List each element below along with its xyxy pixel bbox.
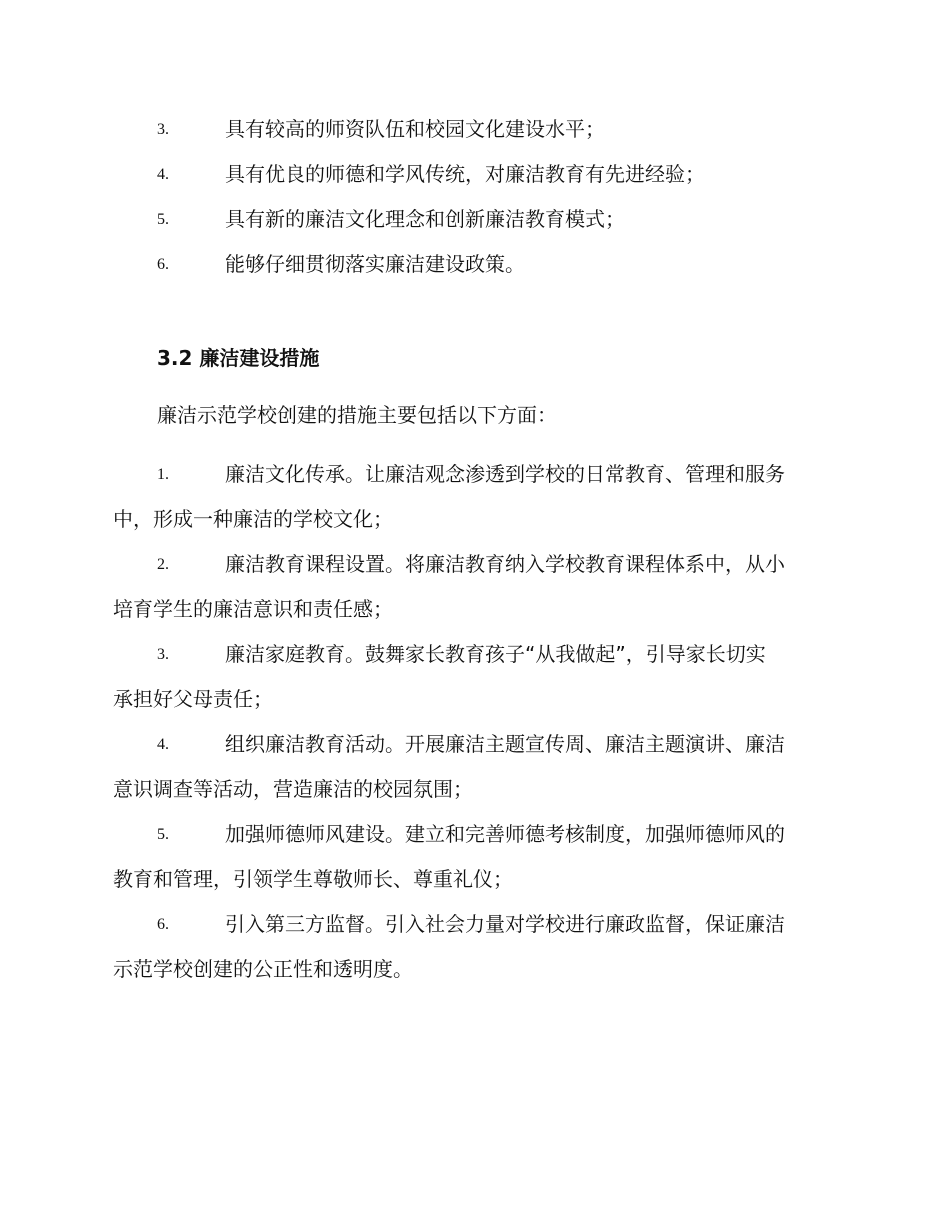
qualification-list bbox=[113, 115, 835, 278]
list-text: 承担好父母责任； bbox=[113, 687, 273, 711]
list-text: 教育和管理，引领学生尊敬师长、尊重礼仪； bbox=[113, 867, 513, 891]
list-number: 4. bbox=[157, 736, 169, 753]
list-number: 6. bbox=[157, 916, 169, 933]
list-number: 3. bbox=[157, 646, 169, 663]
list-number: 4. bbox=[157, 166, 169, 183]
list-item bbox=[113, 160, 835, 188]
list-text: 引入第三方监督。引入社会力量对学校进行廉政监督，保证廉洁 bbox=[225, 912, 785, 936]
list-text: 廉洁家庭教育。鼓舞家长教育孩子“从我做起”，引导家长切实 bbox=[225, 642, 766, 666]
list-text: 意识调查等活动，营造廉洁的校园氛围； bbox=[113, 777, 473, 801]
list-item bbox=[113, 730, 835, 758]
list-item bbox=[113, 250, 835, 278]
section-heading: 3.2 廉洁建设措施 bbox=[157, 346, 320, 370]
list-item-continuation bbox=[113, 505, 835, 533]
list-number: 6. bbox=[157, 256, 169, 273]
list-text: 具有较高的师资队伍和校园文化建设水平； bbox=[225, 117, 605, 141]
list-text: 培育学生的廉洁意识和责任感； bbox=[113, 597, 393, 621]
intro-line bbox=[113, 401, 835, 429]
list-item-continuation bbox=[113, 595, 835, 623]
list-item-continuation bbox=[113, 865, 835, 893]
list-number: 5. bbox=[157, 826, 169, 843]
list-text: 示范学校创建的公正性和透明度。 bbox=[113, 957, 413, 981]
list-number: 2. bbox=[157, 556, 169, 573]
list-item bbox=[113, 115, 835, 143]
list-text: 加强师德师风建设。建立和完善师德考核制度，加强师德师风的 bbox=[225, 822, 785, 846]
measures-list bbox=[113, 460, 835, 983]
list-item bbox=[113, 910, 835, 938]
list-text: 能够仔细贯彻落实廉洁建设政策。 bbox=[225, 252, 525, 276]
section-intro bbox=[113, 401, 835, 429]
list-item bbox=[113, 640, 835, 668]
list-item-continuation bbox=[113, 955, 835, 983]
list-item bbox=[113, 460, 835, 488]
list-text: 廉洁教育课程设置。将廉洁教育纳入学校教育课程体系中，从小 bbox=[225, 552, 785, 576]
list-item-continuation bbox=[113, 685, 835, 713]
list-text: 中，形成一种廉洁的学校文化； bbox=[113, 507, 393, 531]
list-item bbox=[113, 550, 835, 578]
list-item-continuation bbox=[113, 775, 835, 803]
list-number: 3. bbox=[157, 121, 169, 138]
list-number: 1. bbox=[157, 466, 169, 483]
list-text: 组织廉洁教育活动。开展廉洁主题宣传周、廉洁主题演讲、廉洁 bbox=[225, 732, 785, 756]
list-item bbox=[113, 205, 835, 233]
list-item bbox=[113, 820, 835, 848]
list-text: 廉洁文化传承。让廉洁观念渗透到学校的日常教育、管理和服务 bbox=[225, 462, 785, 486]
list-number: 5. bbox=[157, 211, 169, 228]
intro-text: 廉洁示范学校创建的措施主要包括以下方面： bbox=[157, 403, 557, 427]
list-text: 具有新的廉洁文化理念和创新廉洁教育模式； bbox=[225, 207, 625, 231]
list-text: 具有优良的师德和学风传统，对廉洁教育有先进经验； bbox=[225, 162, 705, 186]
